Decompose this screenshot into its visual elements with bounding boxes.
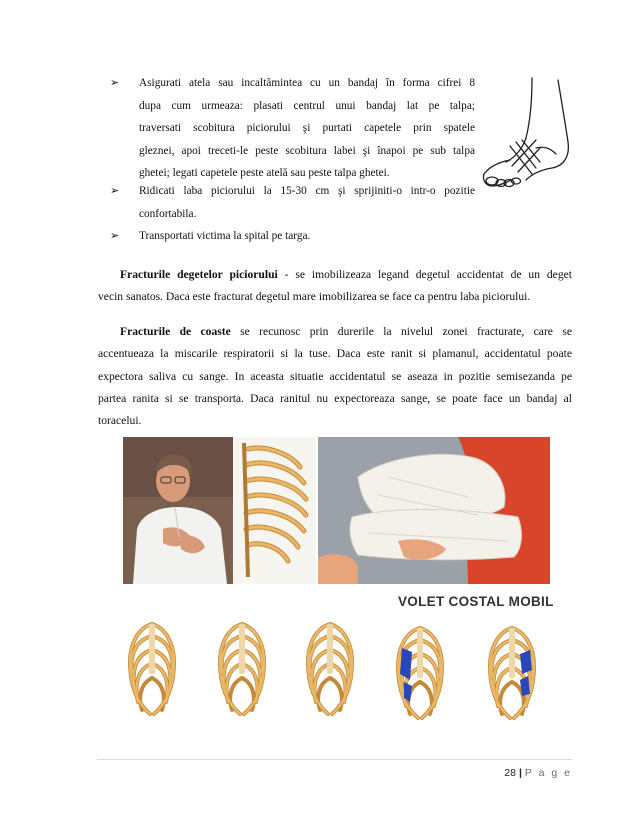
bullet-line: Transportati victima la spital pe targa. (139, 230, 311, 242)
paragraph-line: accentueaza la miscarile respiratorii si la tuse. Daca este ranit si plamanul, accidentatul poate (98, 347, 572, 361)
paragraph-text: se recunosc prin durerile la nivelul zonei fracturate, care se (230, 325, 572, 338)
bullet-item (110, 72, 475, 185)
page-footer (504, 767, 572, 779)
bullet-line: Asigurati atela sau incaltămintea cu un bandaj în forma cifrei 8 (139, 77, 475, 89)
bullet-line: ghetei; legati capetele peste atelă sau peste talpa ghetei. (139, 167, 390, 179)
paragraph-rib-fractures (98, 321, 572, 432)
bullet-item (110, 225, 475, 248)
footer-divider (97, 759, 572, 760)
arrow-bullet-icon: ➢ (110, 185, 120, 197)
paragraph-line: vecin sanatos. Daca este fracturat degetul mare imobilizarea se face ca pentru laba piciorului. (98, 290, 531, 304)
paragraph-line: toracelui. (98, 414, 142, 428)
arrow-bullet-icon: ➢ (110, 77, 120, 89)
heading-rib-fractures: Fracturile de coaste (120, 325, 231, 338)
paragraph-line: partea ranita si se transporta. Daca ranitul nu expectoreaza sange, se poate face un bandaj al (98, 391, 572, 405)
bullet-line: traversati scobitura piciorului şi purtati capetele prin spatele (139, 122, 475, 134)
figure-caption: VOLET COSTAL MOBIL (398, 594, 554, 609)
ribcage-3 (308, 624, 352, 714)
photo-chest-bandage (318, 437, 550, 584)
illustration-ribcages-row (118, 614, 558, 726)
ribcage-1 (130, 624, 174, 714)
bullet-line: gleznei, apoi treceti-le peste scobitura labei şi înapoi pe sub talpa (139, 144, 475, 157)
ribcage-5 (490, 628, 534, 718)
heading-toe-fractures: Fracturile degetelor piciorului (120, 268, 278, 281)
paragraph-line: expectora saliva cu sange. In aceasta situatie accidentatul se aseaza in pozitie semisezanda pe (98, 369, 572, 383)
arrow-bullet-icon: ➢ (110, 230, 120, 242)
bullet-line: confortabila. (139, 207, 197, 220)
foot-bandage-illustration (470, 70, 588, 205)
photo-man-holding-ribs (123, 437, 233, 584)
bullet-line: Ridicati laba piciorului la 15-30 cm şi sprijiniti-o intr-o pozitie (139, 185, 475, 197)
bullet-line: dupa cum urmeaza: plasati centrul unui bandaj lat pe talpa; (139, 99, 475, 112)
ribcage-4 (398, 628, 442, 718)
paragraph-toe-fractures (98, 264, 572, 309)
footer-separator: | (518, 767, 522, 779)
bullet-item (110, 180, 475, 225)
paragraph-text: - se imobilizeaza legand degetul accidentat de un deget (277, 268, 572, 281)
page-number: 28 (504, 767, 516, 779)
ribcage-2 (220, 624, 264, 714)
page-word: P a g e (524, 767, 572, 779)
illustration-ribcage-side (234, 437, 316, 584)
